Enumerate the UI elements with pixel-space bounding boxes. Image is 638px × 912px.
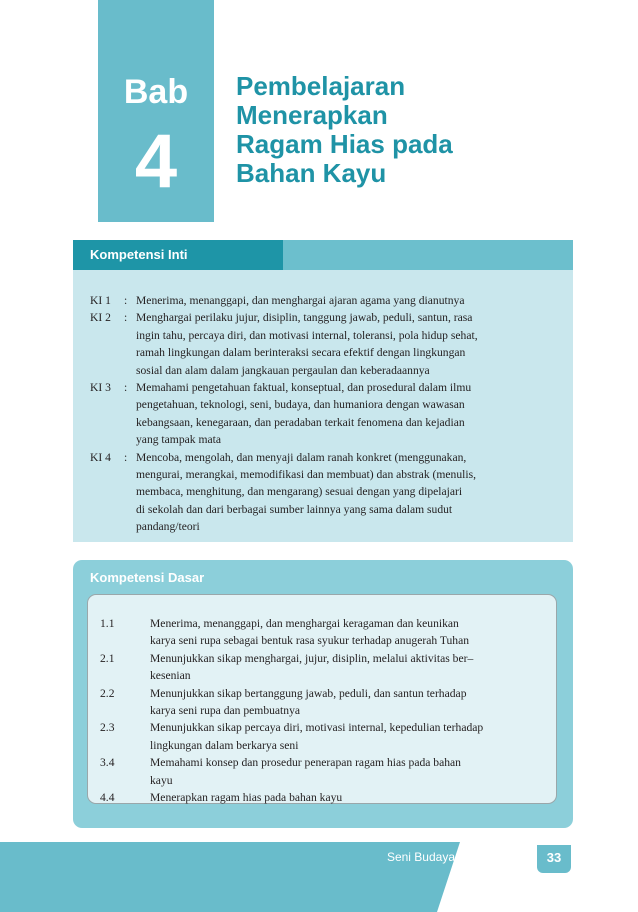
ki-text [136, 449, 558, 536]
ki-text [136, 309, 558, 379]
chapter-number: 4 [134, 119, 178, 204]
kd-line: Menunjukkan sikap bertanggung jawab, peduli, dan santun terhadap [150, 686, 467, 700]
kd-code: 2.3 [100, 721, 115, 735]
ki-line: membaca, menghitung, dan mengarang) sesuai dengan yang dipelajari [136, 485, 463, 499]
kompetensi-inti-panel [73, 240, 573, 542]
kd-code: 3.4 [100, 756, 115, 770]
ki-line: Memahami pengetahuan faktual, konseptual, dan prosedural dalam ilmu [136, 381, 472, 395]
kd-item [100, 754, 544, 789]
kompetensi-dasar-panel [73, 560, 573, 828]
ki-line: ramah lingkungan dalam berinteraksi secara efektif dengan lingkungan [136, 346, 466, 360]
ki-text [136, 379, 558, 449]
ki-line: di sekolah dan dari berbagai sumber lainnya yang sama dalam sudut [136, 502, 453, 516]
ki-code: KI 3 [90, 381, 111, 395]
ki-line: ingin tahu, percaya diri, dan motivasi internal, toleransi, pola hidup sehat, [136, 328, 478, 342]
kd-item [100, 615, 544, 650]
kompetensi-inti-list [90, 292, 558, 536]
chapter-title-line: Bahan Kayu [236, 158, 387, 188]
kd-code: 2.1 [100, 651, 115, 665]
kd-line: Menerima, menanggapi, dan menghargai keragaman dan keunikan [150, 617, 459, 630]
ki-item [90, 309, 558, 379]
chapter-title-line: Ragam Hias pada [236, 129, 453, 159]
ki-line: yang tampak mata [136, 433, 221, 447]
ki-line: pengetahuan, teknologi, seni, budaya, dan humaniora dengan wawasan [136, 398, 465, 412]
ki-line: Mencoba, mengolah, dan menyaji dalam ranah konkret (menggunakan, [136, 450, 467, 464]
kd-line: kesenian [150, 669, 191, 683]
kd-code: 2.2 [100, 686, 115, 700]
ki-code: KI 2 [90, 311, 111, 325]
kd-line: kayu [150, 773, 173, 787]
ki-line: sosial dan alam dalam jangkauan pergaulan dan keberadaannya [136, 363, 430, 377]
kd-line: karya seni rupa dan pembuatnya [150, 704, 301, 718]
ki-item [90, 292, 558, 309]
chapter-title-line: Pembelajaran [236, 71, 406, 101]
ki-line: mengurai, merangkai, memodifikasi dan membuat) dan abstrak (menulis, [136, 468, 476, 482]
chapter-title [236, 72, 576, 188]
ki-text [136, 292, 558, 309]
kd-line: karya seni rupa sebagai bentuk rasa syukur terhadap anugerah Tuhan [150, 634, 470, 648]
kompetensi-dasar-heading: Kompetensi Dasar [90, 570, 205, 585]
kd-item [100, 789, 544, 806]
footer-book-title: Seni Budaya [386, 850, 455, 864]
ki-line: pandang/teori [136, 520, 200, 534]
kd-item [100, 719, 544, 754]
kd-code: 1.1 [100, 617, 115, 630]
kd-text [150, 789, 544, 806]
ki-code: KI 4 [90, 450, 111, 464]
kd-item [100, 650, 544, 685]
kompetensi-dasar-list [100, 615, 544, 806]
kd-line: Menunjukkan sikap menghargai, jujur, disiplin, melalui aktivitas ber– [150, 651, 474, 665]
kd-text [150, 685, 544, 720]
page-number: 33 [537, 845, 571, 873]
kd-line: Menerapkan ragam hias pada bahan kayu [150, 791, 343, 805]
ki-colon: : [124, 381, 128, 395]
ki-item [90, 449, 558, 536]
chapter-title-line: Menerapkan [236, 100, 388, 130]
chapter-word: Bab [123, 73, 189, 111]
kompetensi-dasar-box [87, 594, 557, 804]
ki-item [90, 379, 558, 449]
ki-code: KI 1 [90, 294, 111, 307]
ki-colon: : [124, 294, 128, 307]
ki-line: kebangsaan, kenegaraan, dan peradaban terkait fenomena dan kejadian [136, 415, 465, 429]
kd-text [150, 754, 544, 789]
kd-line: Menunjukkan sikap percaya diri, motivasi internal, kepedulian terhadap [150, 721, 484, 735]
chapter-block [98, 0, 214, 222]
kd-text [150, 650, 544, 685]
kd-code: 4.4 [100, 791, 115, 805]
ki-colon: : [124, 311, 128, 325]
ki-line: Menghargai perilaku jujur, disiplin, tanggung jawab, peduli, santun, rasa [136, 311, 473, 325]
kompetensi-inti-heading: Kompetensi Inti [73, 240, 283, 270]
kd-item [100, 685, 544, 720]
kd-line: lingkungan dalam berkarya seni [150, 738, 299, 752]
kd-line: Memahami konsep dan prosedur penerapan ragam hias pada bahan [150, 756, 461, 770]
kd-text [150, 615, 544, 650]
ki-colon: : [124, 450, 128, 464]
ki-line: Menerima, menanggapi, dan menghargai ajaran agama yang dianutnya [136, 294, 465, 307]
kd-text [150, 719, 544, 754]
